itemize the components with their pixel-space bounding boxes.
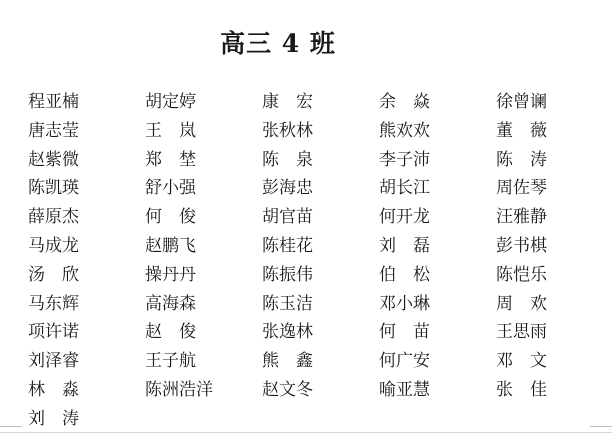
student-name: 何 苗 [379,322,430,343]
student-name: 周佐琴 [496,178,547,199]
student-name: 喻亚慧 [379,379,430,400]
student-name: 邓小琳 [379,293,430,314]
student-name: 刘泽睿 [28,351,79,372]
student-name: 赵紫微 [28,149,79,170]
student-name: 伯 松 [379,264,430,285]
student-name: 郑 埜 [145,149,196,170]
student-name: 董 薇 [496,120,547,141]
student-name: 何 俊 [145,207,196,228]
student-name: 陈洲浩洋 [145,379,213,400]
student-name: 汤 欣 [28,264,79,285]
student-name: 胡官苗 [262,207,313,228]
student-name: 张 佳 [496,379,547,400]
student-name-grid [28,88,586,434]
student-name: 马东辉 [28,293,79,314]
student-name: 陈桂花 [262,235,313,256]
student-name: 熊欢欢 [379,120,430,141]
student-name: 王思雨 [496,322,547,343]
student-name: 周 欢 [496,293,547,314]
student-name: 余 焱 [379,92,430,112]
student-name: 彭书棋 [496,235,547,256]
student-name: 何广安 [379,351,430,372]
student-name: 舒小强 [145,178,196,199]
student-name: 彭海忠 [262,178,313,199]
student-name: 熊 鑫 [262,351,313,372]
page-bottom-edge [0,432,612,433]
student-name: 赵 俊 [145,322,196,343]
student-name: 王 岚 [145,120,196,141]
student-name: 程亚楠 [28,92,79,112]
student-name: 徐曾谰 [496,92,547,112]
student-name: 汪雅静 [496,207,547,228]
page-corner-mark [590,426,612,427]
student-name: 陈玉洁 [262,293,313,314]
page-title: 高三 4 班 [220,29,336,58]
page-corner-mark [0,426,22,427]
student-name: 刘 涛 [28,408,79,429]
student-name: 胡长江 [379,178,430,199]
student-name: 马成龙 [28,235,79,256]
student-name: 赵鹏飞 [145,235,196,256]
student-name: 赵文冬 [262,379,313,400]
student-name: 唐志莹 [28,120,79,141]
student-name: 陈恺乐 [496,264,547,285]
student-name: 张逸林 [262,322,313,343]
student-name: 李子沛 [379,149,430,170]
student-name: 林 淼 [28,379,79,400]
student-name: 胡定婷 [145,92,196,112]
student-name: 薛原杰 [28,207,79,228]
student-name: 康 宏 [262,92,313,112]
student-name: 陈振伟 [262,264,313,285]
student-name: 操丹丹 [145,264,196,285]
student-name: 王子航 [145,351,196,372]
student-name: 项许诺 [28,322,79,343]
student-name: 邓 文 [496,351,547,372]
student-name: 张秋林 [262,120,313,141]
student-name: 刘 磊 [379,235,430,256]
student-name: 何开龙 [379,207,430,228]
student-name: 陈凯瑛 [28,178,79,199]
student-name: 高海森 [145,293,196,314]
student-name: 陈 涛 [496,149,547,170]
student-name: 陈 泉 [262,149,313,170]
